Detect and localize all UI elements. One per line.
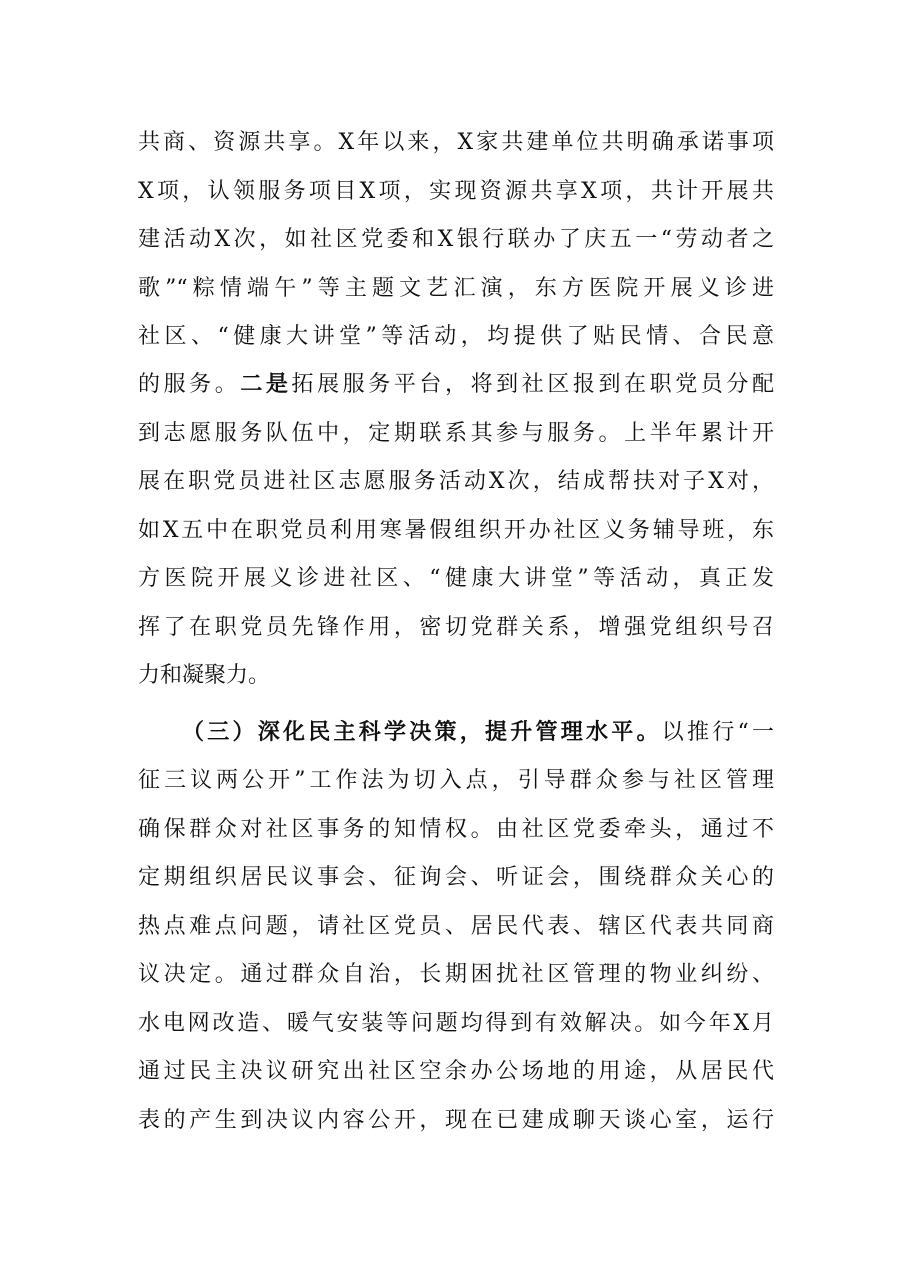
text-line: 歌”“粽情端午”等主题文艺汇演，东方医院开展义诊进 [138,276,774,301]
text-line: 征三议两公开”工作法为切入点，引导群众参与社区管理 [138,768,774,793]
text-run: 的服务。 [138,372,241,397]
text-line: 展在职党员进社区志愿服务活动X次，结成帮扶对子X对， [138,469,774,494]
text-line: 定期组织居民议事会、征询会、听证会，围绕群众关心的 [138,865,774,890]
text-run: 拓展服务平台，将到社区报到在职党员分配 [291,372,774,397]
text-line: 建活动X次，如社区党委和X银行联办了庆五一“劳动者之 [138,227,774,252]
text-line: 通过民主决议研究出社区空余办公场地的用途，从居民代 [138,1059,774,1084]
text-line-with-emphasis [138,370,774,400]
text-line: 社区、“健康大讲堂”等活动，均提供了贴民情、合民意 [138,324,774,349]
text-line: 表的产生到决议内容公开，现在已建成聊天谈心室，运行 [138,1108,774,1133]
text-line: 热点难点问题，请社区党员、居民代表、辖区代表共同商 [138,914,774,939]
text-line: 确保群众对社区事务的知情权。由社区党委牵头，通过不 [138,817,774,842]
text-line: X项，认领服务项目X项，实现资源共享X项，共计开展共 [138,179,774,204]
section-heading: （三）深化民主科学决策，提升管理水平。 [182,720,662,745]
emphasis-er-shi: 二是 [240,372,292,397]
text-line: 方医院开展义诊进社区、“健康大讲堂”等活动，真正发 [138,566,774,591]
text-line: 挥了在职党员先锋作用，密切党群关系，增强党组织号召 [138,615,774,640]
text-line: 如X五中在职党员利用寒暑假组织开办社区义务辅导班，东 [138,518,774,543]
text-line: 力和凝聚力。 [138,663,271,688]
text-line: 议决定。通过群众自治，长期困扰社区管理的物业纠纷、 [138,962,774,987]
text-line: 到志愿服务队伍中，定期联系其参与服务。上半年累计开 [138,421,774,446]
text-line: 共商、资源共享。X年以来，X家共建单位共明确承诺事项 [138,130,774,155]
section-heading-line [182,718,774,748]
text-line: 水电网改造、暖气安装等问题均得到有效解决。如今年X月 [138,1011,774,1036]
text-run: 以推行“一 [661,720,774,745]
